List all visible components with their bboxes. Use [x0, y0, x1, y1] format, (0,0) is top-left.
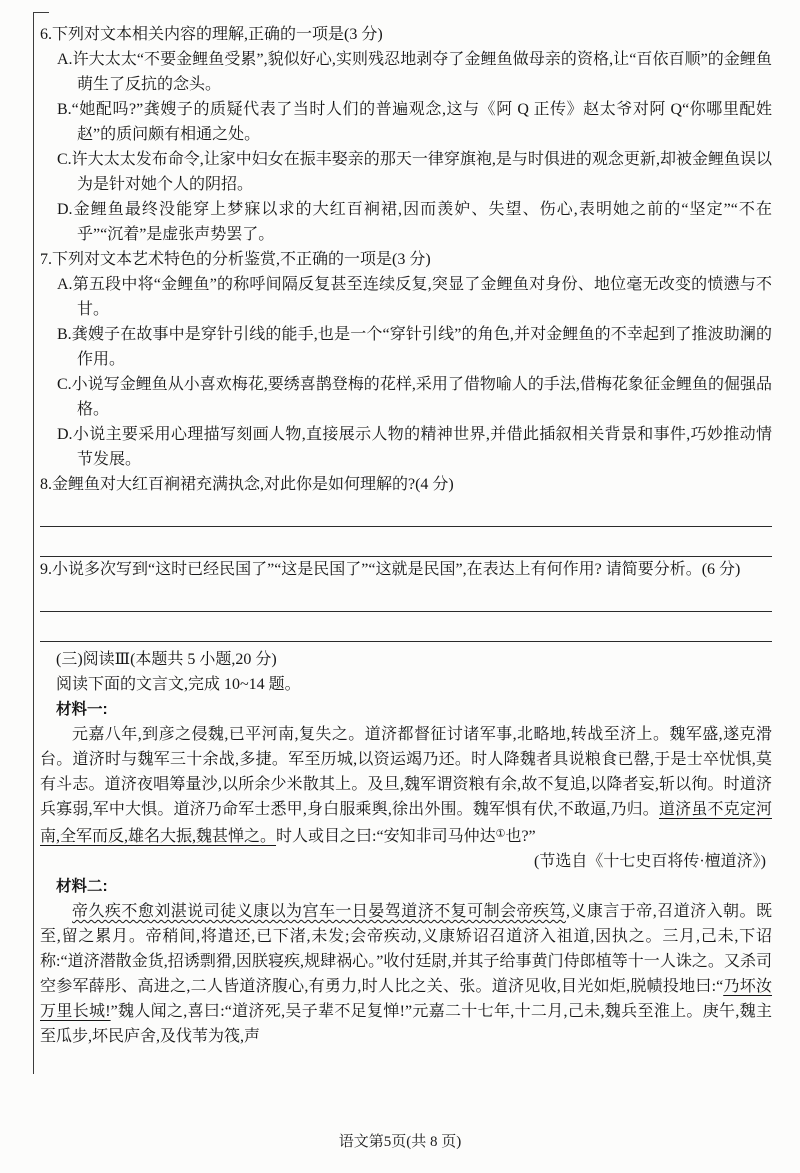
section-header: (三)阅读Ⅲ(本题共 5 小题,20 分) [56, 651, 277, 668]
option-D: D.金鲤鱼最终没能穿上梦寐以求的大红百裥裙,因而羡妒、失望、伤心,表明她之前的“坚定”“不在乎”“沉着”是虚张声势罢了。 [57, 201, 772, 243]
page-content [40, 22, 772, 1049]
answer-blank-line [40, 497, 772, 527]
question-8 [40, 472, 772, 557]
underline-text: 道济虽不克定河南,全军而反,雄名大振,魏甚惮之。 [40, 801, 772, 845]
option-A: A.许大太太“不要金鲤鱼受累”,貌似好心,实则残忍地剥夺了金鲤鱼做母亲的资格,让“百依百顺”的金鲤鱼萌生了反抗的念头。 [57, 51, 772, 93]
text-segment: 也?” [505, 828, 536, 845]
material1-label: 材料一: [56, 701, 108, 718]
material2-label: 材料二: [56, 878, 108, 895]
questions-container [40, 22, 772, 642]
underline-text: 乃坏汝万里长城! [40, 978, 772, 1020]
option-B: B.龚嫂子在故事中是穿针引线的能手,也是一个“穿针引线”的角色,并对金鲤鱼的不幸起到了推波助澜的作用。 [57, 326, 772, 368]
material2-paragraph [40, 899, 772, 1049]
question-7 [40, 247, 772, 472]
question-stem: 8.金鲤鱼对大红百裥裙充满执念,对此你是如何理解的?(4 分) [40, 476, 454, 493]
page-corner-tick [33, 12, 49, 13]
question-6 [40, 22, 772, 247]
text-segment: 元嘉八年,到彦之侵魏,已平河南,复失之。道济都督征讨诸军事,北略地,转战至济上。魏军盛,遂克滑台。道济时与魏军三十余战,多捷。军至历城,以资运竭乃还。时人降魏者具说粮食已罄,于是士卒忧惧,莫有斗志。道济夜唱筹量沙,以所余少米散其上。及旦,魏军谓资粮有余,故不复追,以降者妄,斩以徇。时道济兵寡弱,军中大惧。道济乃命军士悉甲,身白服乘舆,徐出外围。魏军惧有伏,不敢逼,乃归。 [40, 726, 772, 818]
answer-blank-line [40, 527, 772, 557]
section-intro: 阅读下面的文言文,完成 10~14 题。 [56, 676, 301, 693]
option-D: D.小说主要采用心理描写刻画人物,直接展示人物的精神世界,并借此插叙相关背景和事件,巧妙推动情节发展。 [57, 426, 772, 468]
option-B: B.“她配吗?”龚嫂子的质疑代表了当时人们的普遍观念,这与《阿 Q 正传》赵太爷对阿 Q“你哪里配姓赵”的质问颇有相通之处。 [57, 101, 772, 143]
answer-blank-line [40, 612, 772, 642]
option-C: C.许大太太发布命令,让家中妇女在振丰娶亲的那天一律穿旗袍,是与时俱进的观念更新,却被金鲤鱼误以为是针对她个人的阴招。 [57, 151, 772, 193]
question-stem: 7.下列对文本艺术特色的分析鉴赏,不正确的一项是(3 分) [40, 251, 431, 268]
answer-blank-line [40, 582, 772, 612]
text-segment: ”魏人闻之,喜曰:“道济死,吴子辈不足复惮!”元嘉二十七年,十二月,己未,魏兵至淮上。庚午,魏主至瓜步,坏民庐舍,及伐苇为筏,声 [40, 1003, 772, 1045]
question-stem: 6.下列对文本相关内容的理解,正确的一项是(3 分) [40, 26, 383, 43]
option-A: A.第五段中将“金鲤鱼”的称呼间隔反复甚至连续反复,突显了金鲤鱼对身份、地位毫无改变的愤懑与不甘。 [57, 276, 772, 318]
question-stem: 9.小说多次写到“这时已经民国了”“这是民国了”“这就是民国”,在表达上有何作用? 请简要分析。(6 分) [40, 561, 741, 578]
page-left-border [33, 12, 34, 1074]
text-segment: ,义康言于帝,召道济入朝。既至,留之累月。帝稍间,将遣还,已下渚,未发;会帝疾动,义康矫诏召道济入祖道,因执之。三月,己未,下诏称:“道济潜散金货,招诱剽猾,因朕寝疾,规肆祸心。”收付廷尉,并其子给事黄门侍郎植等十一人诛之。又杀司空参军薛彤、高进之,二人皆道济腹心,有勇力,时人比之关、张。道济见收,目光如炬,脱帻投地曰:“ [40, 903, 772, 995]
page-footer: 语文第5页(共 8 页) [338, 1134, 462, 1150]
option-C: C.小说写金鲤鱼从小喜欢梅花,要绣喜鹊登梅的花样,采用了借物喻人的手法,借梅花象征金鲤鱼的倔强品格。 [57, 376, 772, 418]
question-9 [40, 557, 772, 642]
wavy-underline-text: 帝久疾不愈刘湛说司徒义康以为宫车一日晏驾道济不复可制会帝疾笃 [72, 903, 566, 920]
material1-paragraph [40, 722, 772, 849]
material1-source: (节选自《十七史百将传·檀道济》) [534, 853, 766, 870]
footnote-marker: ① [495, 828, 506, 840]
text-segment: 时人或目之曰:“安知非司马仲达 [276, 828, 496, 845]
